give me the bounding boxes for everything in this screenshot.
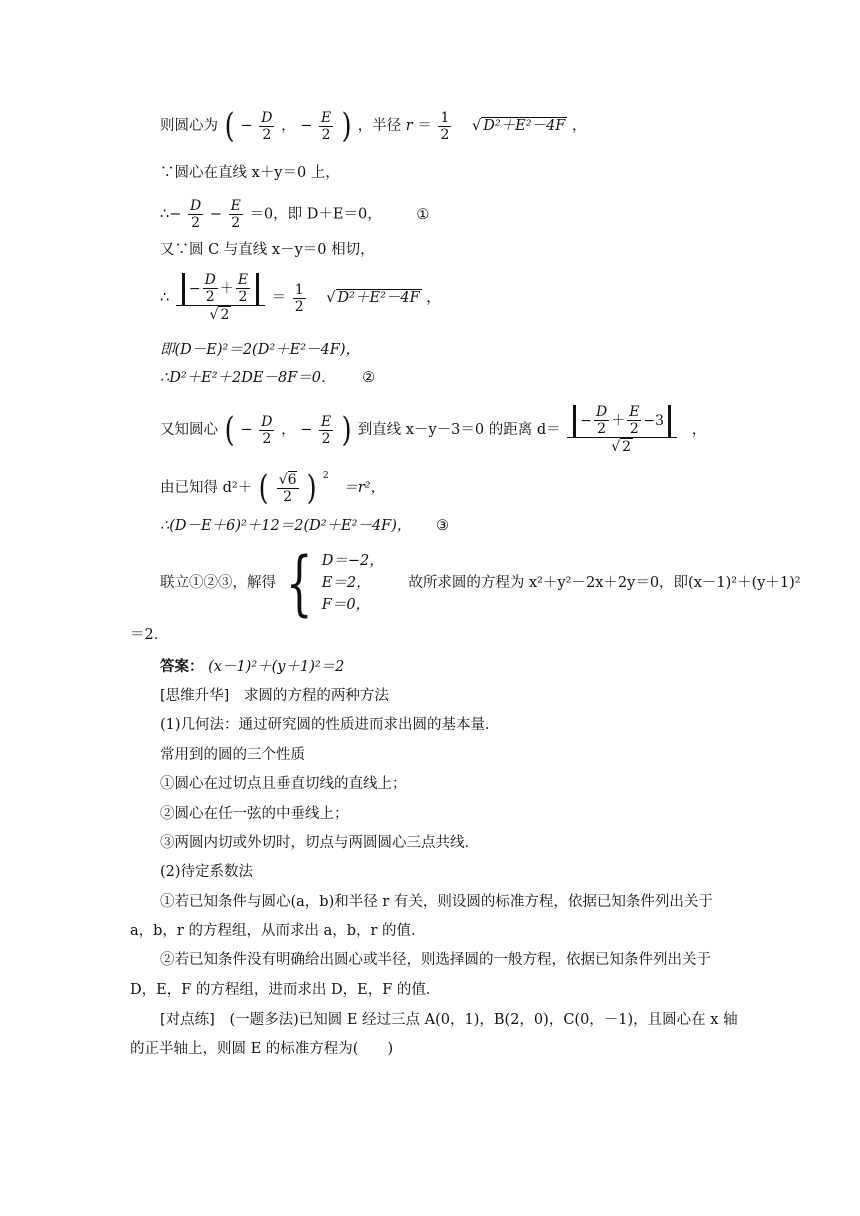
text: ，半径 bbox=[357, 118, 406, 134]
equation-tag-3: ③ bbox=[436, 518, 450, 534]
radicand: D²＋E²－4F bbox=[483, 118, 566, 134]
denominator: 2 bbox=[262, 430, 272, 447]
denominator: 2 bbox=[238, 289, 248, 305]
section-label: [思维升华] bbox=[160, 688, 230, 704]
text-line: (1)几何法：通过研究圆的性质进而求出圆的基本量． bbox=[160, 717, 500, 733]
denominator: 2 bbox=[262, 126, 272, 143]
text-line: ∵圆心在直线 x＋y＝0 上， bbox=[160, 165, 340, 181]
minus: − bbox=[240, 118, 253, 134]
numerator: D bbox=[261, 109, 273, 126]
text: ， bbox=[571, 118, 587, 134]
text: ∴− bbox=[160, 206, 182, 223]
fraction-half bbox=[438, 110, 451, 143]
left-paren: ( bbox=[224, 410, 235, 450]
text: 故所求圆的方程为 x²＋y²－2x＋2y＝0，即(x－1)²＋(y＋1)² bbox=[408, 575, 801, 591]
case-e: E＝2， bbox=[321, 575, 371, 591]
practice-line bbox=[160, 1010, 738, 1030]
equation-line-1 bbox=[160, 198, 429, 231]
text: ∴ bbox=[160, 290, 170, 306]
text: 联立①②③，解得 bbox=[160, 575, 276, 591]
fraction-e-over-2 bbox=[319, 414, 333, 447]
left-paren: ( bbox=[258, 468, 269, 508]
equation-tag-2: ② bbox=[362, 370, 376, 386]
numerator: 1 bbox=[294, 281, 304, 298]
distance-fraction bbox=[567, 404, 677, 456]
equation: ∴(D－E＋6)²＋12＝2(D²＋E²－4F)， bbox=[160, 518, 412, 534]
sqrt-denominator: √ 2 bbox=[611, 439, 632, 455]
radicand: D²＋E²－4F bbox=[337, 290, 420, 306]
fraction-sqrt6-over-2 bbox=[277, 472, 299, 505]
text-line: 的正半轴上，则圆 E 的标准方程为( ) bbox=[130, 1041, 394, 1057]
practice-text: (一题多法)已知圆 E 经过三点 A(0，1)，B(2，0)，C(0，－1)，且圆心在 x 轴 bbox=[229, 1012, 738, 1028]
case-f: F＝0， bbox=[321, 597, 371, 613]
denominator: 2 bbox=[231, 215, 241, 231]
text: 由已知得 d²＋ bbox=[160, 480, 253, 496]
system-line bbox=[160, 542, 801, 624]
right-paren: ) bbox=[306, 468, 317, 508]
minus: − bbox=[240, 422, 253, 438]
fraction-d-over-2 bbox=[259, 414, 274, 447]
numerator: √6 bbox=[278, 471, 297, 488]
minus: − bbox=[300, 118, 313, 134]
var-r: r bbox=[405, 118, 413, 134]
numerator: E bbox=[320, 109, 332, 126]
text-line: D，E，F 的方程组，进而求出 D，E，F 的值． bbox=[130, 982, 441, 998]
denominator: 2 bbox=[597, 421, 607, 437]
denominator: 2 bbox=[629, 421, 639, 437]
distance-fraction bbox=[176, 272, 265, 324]
numerator: E bbox=[237, 272, 249, 288]
fraction-half bbox=[293, 282, 306, 315]
radicand: 2 bbox=[622, 439, 632, 455]
numerator: D bbox=[261, 413, 273, 430]
abs-bar bbox=[256, 273, 259, 305]
solution-cases bbox=[322, 550, 384, 616]
numerator: E bbox=[230, 198, 241, 214]
denominator: 2 bbox=[321, 126, 331, 143]
separator: ， bbox=[281, 422, 296, 438]
equation-line: 即(D－E)²＝2(D²＋E²－4F)， bbox=[160, 342, 360, 358]
left-paren: ( bbox=[224, 106, 235, 146]
numerator: 1 bbox=[440, 109, 450, 126]
text: 到直线 x－y－3＝0 的距离 d＝ bbox=[357, 422, 561, 438]
equation: ∴D²＋E²＋2DE－8F＝0． bbox=[160, 370, 336, 386]
fraction-d-over-2 bbox=[188, 198, 203, 231]
tangent-condition-line bbox=[160, 272, 441, 324]
practice-label: [对点练] bbox=[160, 1012, 215, 1028]
numerator: − $\frac{D}{2}$ ＋ $\frac{E}{2}$ bbox=[176, 272, 265, 306]
text-line: 又∵圆 C 与直线 x－y＝0 相切， bbox=[160, 242, 375, 258]
numerator: E bbox=[629, 404, 640, 420]
numerator: E bbox=[320, 413, 332, 430]
text-line: a，b，r 的方程组，从而求出 a，b，r 的值． bbox=[130, 923, 426, 939]
denominator: 2 bbox=[440, 126, 450, 143]
text-line: ②圆心在任一弦的中垂线上； bbox=[160, 806, 349, 822]
minus: − bbox=[300, 422, 313, 438]
separator: ， bbox=[281, 118, 296, 134]
denominator: 2 bbox=[283, 488, 293, 505]
known-condition-line bbox=[160, 470, 385, 506]
text-line: 常用到的圆的三个性质 bbox=[160, 747, 305, 763]
answer-text: (x－1)²＋(y＋1)²＝2 bbox=[208, 659, 345, 675]
text: ， bbox=[691, 422, 707, 438]
text: 又知圆心 bbox=[160, 422, 218, 438]
text-line: (2)待定系数法 bbox=[160, 864, 254, 880]
text: ＝0，即 D＋E＝0， bbox=[249, 206, 382, 223]
case-d: D＝−2， bbox=[321, 553, 384, 569]
fraction-e-over-2 bbox=[236, 272, 250, 305]
equals: ＝ bbox=[417, 118, 432, 134]
numerator: D bbox=[595, 404, 608, 420]
center-radius-line bbox=[160, 108, 586, 144]
equation-tag-1: ① bbox=[416, 206, 430, 223]
denominator: 2 bbox=[321, 430, 331, 447]
equals: ＝ bbox=[271, 290, 287, 306]
text: 则圆心为 bbox=[160, 118, 218, 134]
denominator: 2 bbox=[205, 289, 215, 305]
sqrt-expression: √ D²＋E²－4F bbox=[326, 290, 420, 306]
abs-bar bbox=[182, 273, 185, 305]
distance-line bbox=[160, 404, 706, 456]
text-line: ①若已知条件与圆心(a，b)和半径 r 有关，则设圆的标准方程，依据已知条件列出关于 bbox=[160, 894, 713, 910]
fraction-d-over-2 bbox=[594, 404, 609, 437]
numerator: − $\frac{D}{2}$ ＋ $\frac{E}{2}$ −3 bbox=[567, 404, 677, 438]
text-line: ＝2． bbox=[130, 627, 169, 643]
fraction-e-over-2 bbox=[627, 404, 641, 437]
text-line: ③两圆内切或外切时，切点与两圆圆心三点共线． bbox=[160, 835, 479, 851]
minus-3: −3 bbox=[643, 412, 665, 429]
answer-line bbox=[160, 657, 344, 677]
sqrt-expression: √ D²＋E²－4F bbox=[471, 118, 566, 134]
radicand: 2 bbox=[220, 307, 230, 323]
fraction-d-over-2 bbox=[259, 110, 274, 143]
section-title: 求圆的方程的两种方法 bbox=[243, 688, 389, 704]
numerator: D bbox=[189, 198, 202, 214]
minus: − bbox=[209, 206, 222, 223]
right-paren: ) bbox=[341, 106, 352, 146]
answer-label: 答案： bbox=[160, 659, 204, 675]
abs-bar bbox=[573, 405, 576, 437]
text-line: ②若已知条件没有明确给出圆心或半径，则选择圆的一般方程，依据已知条件列出关于 bbox=[160, 952, 711, 968]
summary-heading bbox=[160, 686, 389, 706]
fraction-e-over-2 bbox=[319, 110, 333, 143]
right-paren: ) bbox=[341, 410, 352, 450]
radicand: 6 bbox=[287, 471, 297, 488]
exponent: 2 bbox=[323, 471, 329, 481]
numerator: D bbox=[204, 272, 216, 288]
equation-line-2 bbox=[160, 368, 375, 388]
text: ＝r²， bbox=[343, 480, 386, 496]
equation-line-3 bbox=[160, 516, 449, 536]
fraction-d-over-2 bbox=[203, 272, 218, 305]
fraction-e-over-2 bbox=[229, 198, 243, 231]
sqrt-denominator: √ 2 bbox=[209, 307, 230, 323]
text: ， bbox=[426, 290, 441, 306]
denominator: 2 bbox=[294, 298, 304, 315]
left-brace: { bbox=[285, 542, 313, 624]
denominator: 2 bbox=[191, 215, 201, 231]
text-line: ①圆心在过切点且垂直切线的直线上； bbox=[160, 776, 407, 792]
abs-bar bbox=[668, 405, 671, 437]
